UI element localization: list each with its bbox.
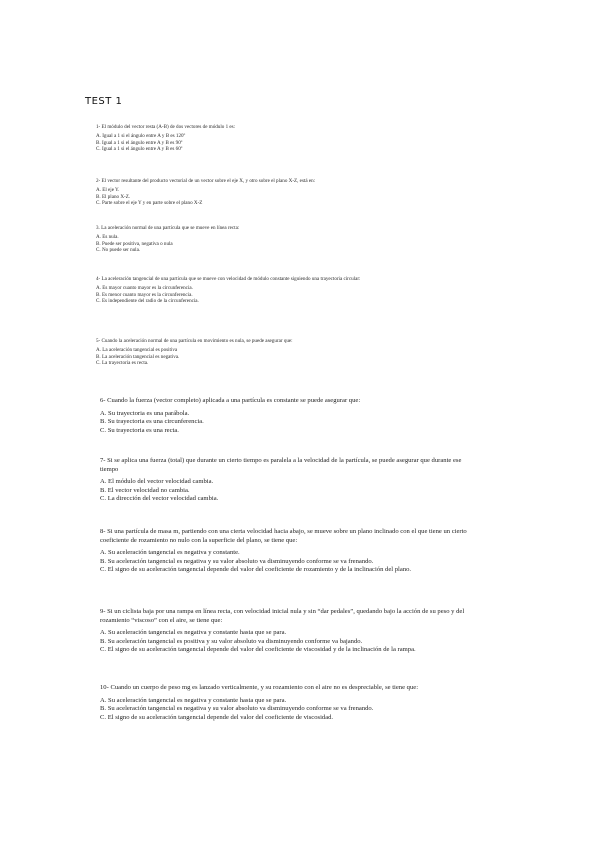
answer-option: A. El módulo del vector velocidad cambia.	[100, 478, 214, 486]
question-stem: 7- Si se aplica una fuerza (total) que durante un cierto tiempo es paralela a la velocidad de la partícula, se puede asegurar que durante ese tiempo	[100, 457, 462, 473]
answer-option: A. El eje Y.	[96, 187, 120, 194]
question-6	[100, 397, 470, 435]
question-1	[96, 124, 466, 153]
answer-option: B. Su aceleración tangencial es negativa y su valor absoluto va disminuyendo conforme se va frenando.	[100, 557, 374, 565]
answer-option: C. El signo de su aceleración tangencial depende del valor del coeficiente de rozamiento y de la inclinación del plano.	[100, 566, 412, 574]
question-stem: 5- Cuando la aceleración normal de una partícula en movimiento es nula, se puede asegurar que:	[96, 338, 293, 344]
answer-option: C. La trayectoria es recta.	[96, 360, 149, 367]
answer-option: C. Es independiente del radio de la circunferencia.	[96, 298, 199, 305]
answer-option: B. La aceleración tangencial es negativa.	[96, 353, 180, 360]
answer-option: C. Su trayectoria es una recta.	[100, 426, 179, 434]
answer-option: A. Su aceleración tangencial es negativa y constante hasta que se para.	[100, 696, 287, 704]
question-stem: 10- Cuando un cuerpo de peso mg es lanzado verticalmente, y su rozamiento con el aire no es despreciable, se tiene que:	[100, 684, 419, 691]
question-stem: 1- El módulo del vector resta (A-B) de dos vectores de módulo 1 es:	[96, 124, 236, 130]
question-9	[100, 608, 470, 655]
question-2	[96, 178, 466, 207]
answer-option: A. Su aceleración tangencial es negativa y constante.	[100, 549, 240, 557]
question-5	[96, 338, 466, 367]
question-7	[100, 457, 470, 504]
answer-option: A. La aceleración tangencial es positiva	[96, 347, 178, 354]
question-stem: 9- Si un ciclista baja por una rampa en línea recta, con velocidad inicial nula y sin “dar pedales”, quedando bajo la acción de su peso y del rozamiento “viscoso” con el aire, se tiene que:	[100, 608, 465, 624]
question-stem: 3. La aceleración normal de una partícula que se mueve en línea recta:	[96, 225, 240, 231]
question-stem: 6- Cuando la fuerza (vector completo) aplicada a una partícula es constante se puede asegurar que:	[100, 397, 361, 404]
answer-option: B. Su aceleración tangencial es positiva y su valor absoluto va disminuyendo conforme va bajando.	[100, 637, 363, 645]
question-8	[100, 528, 470, 575]
question-10	[100, 684, 470, 722]
answer-option: C. El signo de su aceleración tangencial depende del valor del coeficiente de viscosidad.	[100, 713, 334, 721]
answer-option: A. Su aceleración tangencial es negativa y constante hasta que se para.	[100, 629, 287, 637]
question-stem: 4- La aceleración tangencial de una partícula que se mueve con velocidad de módulo constante siguiendo una trayectoria circular:	[96, 276, 361, 282]
answer-option: C. Parte sobre el eje Y y en parte sobre el plano X-Z	[96, 200, 203, 207]
answer-option: B. Igual a 1 si el ángulo entre A y B es 90º	[96, 139, 183, 146]
answer-option: B. El plano X-Z.	[96, 193, 131, 200]
answer-option: B. El vector velocidad no cambia.	[100, 486, 190, 494]
answer-option: C. Igual a 1 si el ángulo entre A y B es 60º	[96, 146, 183, 153]
answer-option: B. Puede ser positiva, negativa o nula	[96, 240, 173, 247]
answer-option: A. Es nula.	[96, 234, 119, 241]
answer-option: A. Su trayectoria es una parábola.	[100, 409, 190, 417]
answer-option: B. Su aceleración tangencial es negativa y su valor absoluto va disminuyendo conforme se va frenando.	[100, 705, 374, 713]
question-stem: 8- Si una partícula de masa m, partiendo con una cierta velocidad hacia abajo, se mueve sobre un plano inclinado con el que tiene un cierto coeficiente de rozamiento no nulo con la superficie del plano, se tiene que:	[100, 528, 467, 544]
answer-option: A. Es mayor cuanto mayor es la circunferencia.	[96, 285, 193, 292]
page-title: TEST 1	[85, 96, 123, 107]
question-4	[96, 276, 466, 305]
question-3	[96, 225, 466, 254]
answer-option: C. No puede ser nula.	[96, 247, 141, 254]
answer-option: A. Igual a 1 si el ángulo entre A y B es 120º	[96, 133, 186, 140]
answer-option: B. Su trayectoria es una circunferencia.	[100, 418, 204, 426]
answer-option: C. El signo de su aceleración tangencial depende del valor del coeficiente de viscosidad y de la inclinación de la rampa.	[100, 646, 416, 654]
answer-option: B. Es menor cuanto mayor es la circunferencia.	[96, 291, 193, 298]
question-stem: 2- El vector resultante del producto vectorial de un vector sobre el eje X, y otro sobre el plano X-Z, está en:	[96, 178, 316, 184]
answer-option: C. La dirección del vector velocidad cambia.	[100, 495, 219, 503]
